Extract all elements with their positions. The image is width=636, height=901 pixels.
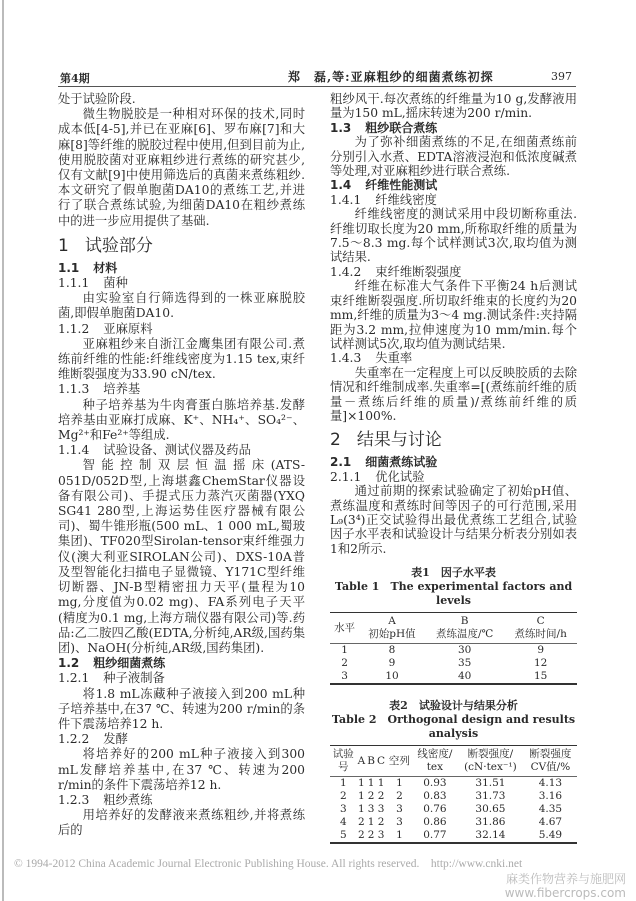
table-cell: 1 — [358, 777, 365, 790]
table-cell: 1 — [339, 777, 347, 790]
table-cell: 2 — [396, 790, 403, 803]
column-header-line: 断裂强度 — [529, 748, 572, 761]
column-header — [357, 746, 367, 777]
table-cell: 12 — [534, 657, 548, 670]
paragraph: 由实验室自行筛选得到的一株亚麻脱胶菌,即假单胞菌DA10. — [58, 291, 305, 321]
column-header-line: 试验 — [332, 748, 354, 761]
column-header — [366, 746, 376, 777]
table-cell: 2 — [341, 657, 348, 670]
column-header-line: 煮练温度/℃ — [435, 628, 494, 641]
column-header-line: 号 — [338, 761, 349, 774]
table-cell: 0.86 — [423, 816, 447, 829]
subsubsection-heading: 1.1.4 试验设备、测试仪器及药品 — [58, 443, 251, 458]
table-cell: 31.86 — [475, 816, 506, 829]
page-edge — [2, 0, 4, 901]
table-cell: 1 — [367, 816, 375, 829]
subsubsection-heading: 1.1.1 菌种 — [58, 276, 128, 291]
table1 — [330, 612, 577, 685]
table2-caption-en: Table 2 Orthogonal design and results analysis — [331, 713, 576, 741]
table-cell: 3 — [396, 816, 403, 829]
table-cell: 2 — [358, 816, 365, 829]
section-heading: 1 试验部分 — [58, 235, 153, 256]
column-header — [457, 746, 524, 777]
column-header — [330, 746, 357, 777]
table-cell: 3 — [377, 829, 385, 842]
table-cell: 1 — [377, 777, 385, 790]
paragraph: 为了弥补细菌煮练的不足,在细菌煮练前分别引入水煮、EDTA溶液浸泡和低浓度碱煮等处理,对亚麻粗纱进行联合煮练. — [330, 135, 577, 179]
table-cell: 10 — [385, 670, 399, 683]
paragraph: 失重率在一定程度上可以反映胶质的去除情况和纤维制成率.失重率=[(煮练前纤维的质量－煮练后纤维的质量)/煮练前纤维的质量]×100%. — [330, 365, 577, 423]
subsubsection-heading: 1.1.3 培养基 — [58, 382, 141, 397]
column-header-line: (cN·tex⁻¹) — [464, 761, 517, 774]
column-header-line: 空列 — [388, 754, 410, 767]
table-cell: 2 — [367, 829, 375, 842]
table-cell: 1 — [358, 790, 365, 803]
column-header-line: CV值/% — [530, 761, 571, 774]
table-cell: 4.13 — [538, 777, 563, 790]
table-cell: 0.77 — [423, 829, 447, 842]
subsubsection-heading: 1.4.2 束纤维断裂强度 — [330, 264, 462, 279]
table-cell: 3.16 — [538, 790, 563, 803]
watermark-url: www.fibercrops.com — [504, 885, 626, 900]
table-cell: 3 — [396, 803, 403, 816]
paragraph: 微生物脱胶是一种相对环保的技术,同时成本低[4-5],并已在亚麻[6]、罗布麻[7]和大麻[8]等纤维的脱胶过程中使用,但到目前为止,使用脱胶菌对亚麻粗纱进行煮练的研究甚少,仅有文献[9]中使用筛选后的真菌来煮练粗纱.本文研究了假单胞菌DA10的煮练工艺,并进行了联合煮练试验,为细菌DA10在粗纱煮练中的进一步应用提供了基础. — [58, 107, 305, 228]
subsubsection-heading: 1.2.2 发酵 — [58, 732, 128, 747]
subsubsection-heading: 1.4.1 纤维线密度 — [330, 192, 437, 207]
table-row — [330, 829, 577, 843]
column-header-line: A — [357, 754, 366, 767]
table-row — [330, 657, 577, 670]
column-header — [504, 613, 577, 644]
column-header-line: B — [460, 615, 469, 628]
subsection-heading: 2.1 细菌煮练试验 — [330, 455, 438, 470]
subsection-heading: 1.3 粗纱联合煮练 — [330, 120, 438, 135]
table-cell: 9 — [537, 644, 545, 657]
table-cell: 2 — [377, 790, 385, 803]
table-row — [330, 670, 577, 684]
column-header — [425, 613, 505, 644]
table-cell: 3 — [341, 670, 348, 683]
subsubsection-heading: 1.4.3 失重率 — [330, 351, 413, 366]
paragraph: 粗纱风干.每次煮练的纤维量为10 g,发酵液用量为150 mL,摇床转速为200 r/min. — [330, 92, 577, 121]
subsubsection-heading: 1.2.3 粗纱煮练 — [58, 792, 153, 807]
table-row — [330, 816, 577, 829]
column-header-line: A — [388, 615, 396, 628]
column-header-line: 初始pH值 — [368, 628, 416, 641]
column-header — [330, 613, 359, 644]
table-cell: 32.14 — [475, 829, 506, 842]
paragraph: 智能控制双层恒温摇床(ATS-051D/052D型,上海堪鑫ChemStar仪器设备有限公司)、手提式压力蒸汽灭菌器(YXQ SG41 280型,上海运势佳医疗器械有限公司)、蜀牛锥形瓶(500 mL、1 000 mL,蜀玻集团)、TF020型Sirolan-tensor束纤维强力仪(澳大利亚SIROLAN公司)、DXS-10A普及型智能化扫描电子显微镜、Y171C型纤维切断器、JN-B型精密扭力天平(量程为10 mg,分度值为0.02 mg)、FA系列电子天平(精度为0.1 mg,上海方瑞仪器有限公司)等.药品:乙二胺四乙酸(EDTA,分析纯,AR级,国药集团)、NaOH(分析纯,AR级,国药集团). — [58, 458, 305, 655]
table-cell: 0.83 — [423, 790, 447, 803]
table-cell: 5 — [339, 829, 347, 842]
table-cell: 15 — [534, 670, 548, 683]
column-header-line: B — [367, 754, 375, 767]
table-cell: 0.93 — [423, 777, 447, 790]
paragraph: 纤维线密度的测试采用中段切断称重法.纤维切取长度为20 mm,所称取纤维的质量为7.5～8.3 mg.每个试样测试3次,取均值为测试结果. — [330, 207, 577, 265]
issue-number: 第4期 — [60, 72, 90, 85]
running-header — [58, 66, 576, 87]
table-cell: 40 — [457, 670, 472, 683]
table-cell: 1 — [358, 803, 365, 816]
table-cell: 3 — [339, 803, 347, 816]
table1-caption-en: Table 1 The experimental factors and levels — [334, 580, 573, 608]
paragraph: 用培养好的发酵液来煮练粗纱,并将煮练后的 — [58, 808, 305, 838]
watermark-text: 麻类作物营养与施肥网 — [505, 872, 626, 886]
right-column — [330, 92, 577, 844]
subsection-heading: 1.2 粗纱细菌煮练 — [58, 656, 166, 671]
column-header-line: 线密度/ — [417, 748, 453, 761]
table-cell: 5.49 — [538, 829, 563, 842]
section-heading: 2 结果与讨论 — [330, 430, 442, 451]
column-header-line: C — [536, 615, 545, 628]
subsection-heading: 1.1 材料 — [58, 260, 118, 275]
left-column — [58, 92, 305, 839]
paragraph: 处于试验阶段. — [58, 92, 136, 106]
column-header — [386, 746, 413, 777]
table2 — [330, 745, 577, 844]
table2-caption-cn: 表2 试验设计与结果分析 — [389, 699, 518, 713]
table-cell: 9 — [388, 657, 396, 670]
paragraph: 纤维在标准大气条件下平衡24 h后测试束纤维断裂强度.所切取纤维束的长度约为20 mm,纤维的质量为3～4 mg.测试条件:夹持隔距为3.2 mm,拉伸速度为10 mm/min.每个试样测试5次,取均值为测试结果. — [330, 279, 577, 351]
table1-caption-cn: 表1 因子水平表 — [411, 566, 496, 580]
table-cell: 2 — [367, 790, 375, 803]
subsection-heading: 1.4 纤维性能测试 — [330, 178, 438, 193]
table-row — [330, 644, 577, 658]
table-cell: 2 — [358, 829, 365, 842]
table-row — [330, 790, 577, 803]
watermark — [505, 873, 626, 900]
table-cell: 1 — [341, 644, 348, 657]
column-header — [524, 746, 577, 777]
column-header-line: tex — [426, 761, 444, 774]
table-cell: 30.65 — [475, 803, 506, 816]
subsubsection-heading: 2.1.1 优化试验 — [330, 469, 425, 484]
paragraph: 亚麻粗纱来自浙江金鹰集团有限公司.煮练前纤维的性能:纤维线密度为1.15 tex,束纤维断裂强度为33.90 cN/tex. — [58, 336, 305, 382]
table-cell: 2 — [377, 816, 385, 829]
table-cell: 1 — [367, 777, 375, 790]
table-cell: 1 — [396, 829, 403, 842]
table-cell: 4 — [339, 816, 347, 829]
column-header-line: C — [377, 754, 386, 767]
table-cell: 3 — [377, 803, 385, 816]
subsubsection-heading: 1.1.2 亚麻原料 — [58, 321, 153, 336]
page-number: 397 — [551, 70, 572, 83]
copyright-footer: © 1994-2012 China Academic Journal Electronic Publishing House. All rights reserved. http://www.cnki.net — [14, 858, 523, 870]
column-header-line: 水平 — [334, 621, 356, 634]
table-cell: 0.76 — [423, 803, 447, 816]
paragraph: 将培养好的200 mL种子液接入到300 mL发酵培养基中,在37 ℃、转速为200 r/min的条件下震荡培养12 h. — [58, 747, 305, 792]
table-cell: 4.67 — [538, 816, 563, 829]
paragraph: 将1.8 mL冻藏种子液接入到200 mL种子培养基中,在37 ℃、转速为200 r/min的条件下震荡培养12 h. — [58, 686, 305, 731]
column-header-line: 断裂强度/ — [467, 748, 514, 761]
table-cell: 31.73 — [475, 790, 506, 803]
paragraph: 通过前期的探索试验确定了初始pH值、煮练温度和煮练时间等因子的可行范围,采用L₉(3⁴)正交试验得出最优煮练工艺组合,试验因子水平表和试验设计与结果分析表分别如表1和2所示. — [330, 484, 577, 556]
column-header-line: 煮练时间/h — [514, 628, 567, 641]
table-cell: 2 — [339, 790, 347, 803]
column-header — [376, 746, 386, 777]
column-header — [359, 613, 425, 644]
running-title: 郑 磊,等:亚麻粗纱的细菌煮练初探 — [288, 70, 494, 84]
subsubsection-heading: 1.2.1 种子液制备 — [58, 671, 165, 686]
table-row — [330, 803, 577, 816]
table-cell: 35 — [457, 657, 472, 670]
table-cell: 4.35 — [538, 803, 563, 816]
table-cell: 3 — [367, 803, 375, 816]
table-row — [330, 777, 577, 791]
table-cell: 31.51 — [475, 777, 506, 790]
table-cell: 1 — [396, 777, 403, 790]
paragraph: 种子培养基为牛肉膏蛋白胨培养基.发酵培养基由亚麻打成麻、K⁺、NH₄⁺、SO₄²⁻、Mg²⁺和Fe²⁺等组成. — [58, 397, 305, 443]
column-header — [413, 746, 457, 777]
table-cell: 8 — [388, 644, 396, 657]
table-cell: 30 — [457, 644, 472, 657]
